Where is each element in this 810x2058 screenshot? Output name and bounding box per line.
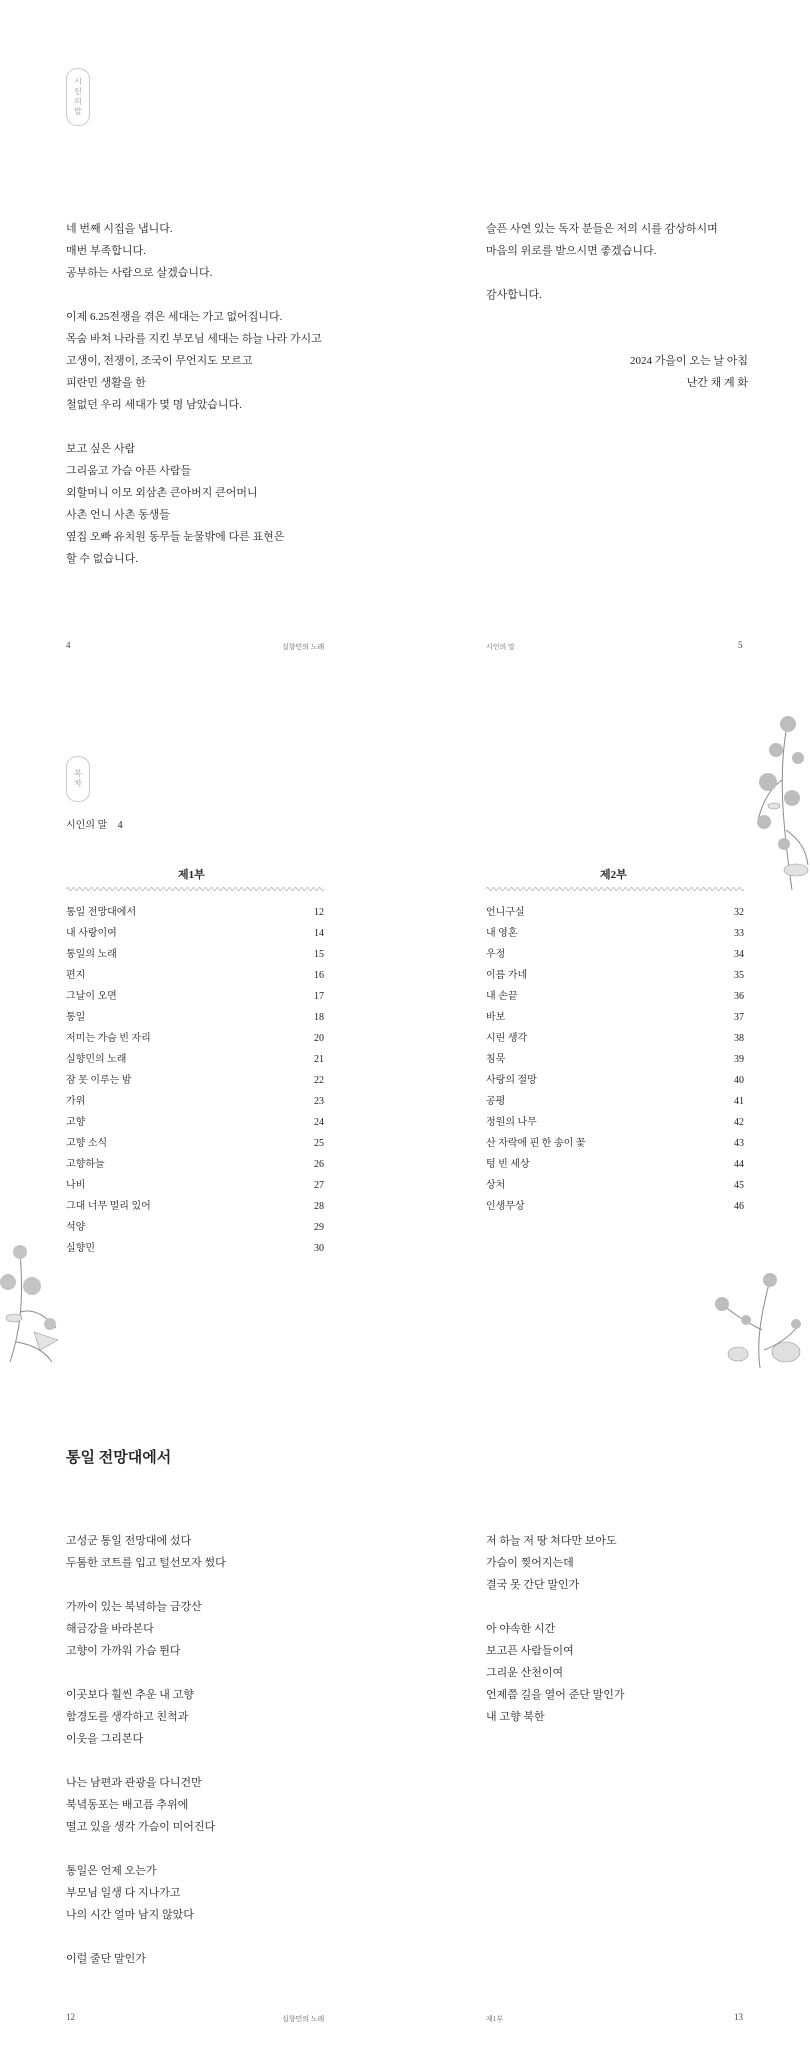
poem-title: 통일 전망대에서 — [66, 1450, 172, 1466]
preface-right-text — [486, 218, 718, 306]
preface-line — [66, 284, 322, 306]
toc-entry-page: 38 — [734, 1033, 744, 1044]
toc-entry-page: 14 — [314, 928, 324, 939]
toc-entry-page: 40 — [734, 1075, 744, 1086]
preface-signature-date: 2024 가을이 오는 날 아침 — [629, 355, 748, 367]
toc-entry-page: 28 — [314, 1201, 324, 1212]
toc-entry-page: 43 — [734, 1138, 744, 1149]
toc-entry-page: 37 — [734, 1012, 744, 1023]
toc-entry-page: 12 — [314, 907, 324, 918]
badge-char: 시 — [74, 77, 82, 86]
preface-line: 목숨 바쳐 나라를 지킨 부모님 세대는 하늘 나라 가시고 — [66, 333, 322, 345]
preface-line: 공부하는 사람으로 살겠습니다. — [66, 267, 213, 279]
preface-line: 보고 싶은 사람 — [66, 443, 136, 455]
poem-line: 그리운 산천이여 — [486, 1667, 564, 1679]
poem-line: 함경도를 생각하고 친척과 — [66, 1711, 189, 1723]
toc-entry-title: 그대 너무 멀리 있어 — [66, 1201, 151, 1212]
preface-left-text — [66, 218, 322, 570]
toc-entry-title: 실향민 — [66, 1243, 95, 1254]
poem-line: 저 하늘 저 땅 쳐다만 보아도 — [486, 1535, 617, 1547]
poem-left-text — [66, 1530, 226, 1970]
preface-line: 매번 부족합니다. — [66, 245, 146, 257]
footer-left-page-number: 4 — [66, 640, 71, 650]
toc-part2-divider — [486, 886, 744, 892]
toc-entry-page: 45 — [734, 1180, 744, 1191]
preface-line: 철없던 우리 세대가 몇 명 남았습니다. — [66, 399, 242, 411]
toc-entry-page: 27 — [314, 1180, 324, 1191]
toc-entry-title: 사랑의 절망 — [486, 1075, 537, 1086]
preface-line: 피란민 생활을 한 — [66, 377, 146, 389]
poem-line: 가까이 있는 북녘하늘 금강산 — [66, 1601, 202, 1613]
flower-illustration-top-right — [748, 710, 810, 900]
toc-entry-title: 내 손끝 — [486, 991, 518, 1002]
toc-entry-page: 16 — [314, 970, 324, 981]
preface-line: 고생이, 전쟁이, 조국이 무언지도 모르고 — [66, 355, 253, 367]
poem-line: 언제쯤 길을 열어 준단 말인가 — [486, 1689, 625, 1701]
toc-entry-title: 그날이 오면 — [66, 991, 117, 1002]
toc-entry-page: 34 — [734, 949, 744, 960]
toc-entry-title: 산 자락에 핀 한 송이 꽃 — [486, 1138, 586, 1149]
toc-entry-page: 26 — [314, 1159, 324, 1170]
toc-entry-page: 39 — [734, 1054, 744, 1065]
footer-right-section-title: 시인의 말 — [486, 643, 515, 651]
toc-entry-title: 통일의 노래 — [66, 949, 117, 960]
toc-entry-page: 15 — [314, 949, 324, 960]
toc-entry-title: 침묵 — [486, 1054, 506, 1065]
toc-entry-page: 17 — [314, 991, 324, 1002]
spread-poem — [0, 1370, 810, 2058]
toc-entry-page: 20 — [314, 1033, 324, 1044]
toc-entry-title: 고향하늘 — [66, 1159, 105, 1170]
toc-entry-title: 시린 생각 — [486, 1033, 528, 1044]
toc-entry-page: 44 — [734, 1159, 744, 1170]
poem-line: 아 야속한 시간 — [486, 1623, 556, 1635]
poem-line: 결국 못 간단 말인가 — [486, 1579, 580, 1591]
toc-entry-title: 정원의 나무 — [486, 1117, 537, 1128]
preface-line: 슬픈 사연 있는 독자 분들은 저의 시를 감상하시며 — [486, 223, 718, 235]
poem-right-text — [486, 1530, 625, 1728]
toc-entry-title: 석양 — [66, 1222, 86, 1233]
preface-line: 네 번째 시집을 냅니다. — [66, 223, 173, 235]
poem-line — [66, 1574, 226, 1596]
poem-footer-left-book-title: 실향민의 노래 — [282, 2015, 325, 2023]
toc-entry-title: 우정 — [486, 949, 506, 960]
poem-line — [66, 1750, 226, 1772]
poem-footer-right-page-number: 13 — [734, 2012, 743, 2022]
badge-char: 인 — [74, 87, 82, 96]
toc-entry-title: 통일 전망대에서 — [66, 907, 137, 918]
toc-entry-page: 35 — [734, 970, 744, 981]
poem-line: 고성군 통일 전망대에 섰다 — [66, 1535, 192, 1547]
preface-line: 할 수 없습니다. — [66, 553, 139, 565]
toc-entry-title: 고향 — [66, 1117, 86, 1128]
badge-char: 의 — [74, 97, 82, 106]
flower-illustration-bottom-left — [0, 1232, 70, 1370]
toc-entry-page: 46 — [734, 1201, 744, 1212]
poem-line: 이웃을 그리본다 — [66, 1733, 144, 1745]
toc-part2-title: 제2부 — [600, 869, 627, 881]
poem-line: 내 고향 북한 — [486, 1711, 545, 1723]
toc-entry-title: 텅 빈 세상 — [486, 1159, 530, 1170]
preface-line: 마음의 위로를 받으시면 좋겠습니다. — [486, 245, 657, 257]
toc-entry-title: 통일 — [66, 1012, 86, 1023]
toc-entry-title: 공평 — [486, 1096, 506, 1107]
footer-left-book-title: 실향민의 노래 — [282, 643, 325, 651]
toc-entry-page: 21 — [314, 1054, 324, 1065]
toc-entry-title: 편지 — [66, 970, 86, 981]
poem-line — [486, 1596, 625, 1618]
toc-entry-page: 32 — [734, 907, 744, 918]
toc-entry-title: 내 사랑이여 — [66, 928, 117, 939]
preface-line: 사촌 언니 사촌 동생들 — [66, 509, 170, 521]
toc-preface-page: 4 — [117, 820, 123, 831]
preface-line: 외할머니 이모 외삼촌 큰아버지 큰어머니 — [66, 487, 258, 499]
poem-footer-left-page-number: 12 — [66, 2012, 75, 2022]
poem-line: 해금강을 바라본다 — [66, 1623, 154, 1635]
toc-entry-title: 저미는 가슴 빈 자리 — [66, 1033, 151, 1044]
toc-entry-title: 실향민의 노래 — [66, 1054, 127, 1065]
poem-line: 부모님 일생 다 지나가고 — [66, 1887, 181, 1899]
toc-entry-title: 고향 소식 — [66, 1138, 108, 1149]
toc-entry-title: 바보 — [486, 1012, 506, 1023]
preface-line — [66, 416, 322, 438]
poem-line: 북녘동포는 배고픔 추위에 — [66, 1799, 189, 1811]
poem-line: 떨고 있을 생각 가슴이 미어진다 — [66, 1821, 216, 1833]
badge-char: 차 — [74, 779, 82, 788]
toc-entry-page: 33 — [734, 928, 744, 939]
poem-line — [66, 1926, 226, 1948]
preface-signature-name: 난간 채 계 화 — [686, 377, 748, 389]
toc-entry-title: 가위 — [66, 1096, 86, 1107]
toc-part1-title: 제1부 — [178, 869, 205, 881]
toc-entry-title: 내 영혼 — [486, 928, 518, 939]
poem-line: 통일은 언제 오는가 — [66, 1865, 157, 1877]
poem-line: 가슴이 찢어지는데 — [486, 1557, 574, 1569]
spread-contents — [0, 680, 810, 1370]
spread-preface — [0, 0, 810, 680]
poem-line — [66, 1662, 226, 1684]
section-badge-contents — [66, 756, 90, 802]
poem-footer-right-section-title: 제1부 — [486, 2015, 504, 2023]
poem-line: 두툼한 코트를 입고 털선모자 썼다 — [66, 1557, 226, 1569]
badge-char: 목 — [74, 769, 82, 778]
toc-entry-page: 24 — [314, 1117, 324, 1128]
toc-entry-page: 42 — [734, 1117, 744, 1128]
toc-entry-page: 18 — [314, 1012, 324, 1023]
poem-line: 보고픈 사람들이여 — [486, 1645, 574, 1657]
poem-line: 나의 시간 얼마 남지 않았다 — [66, 1909, 194, 1921]
poem-line: 고향이 가까워 가슴 뛴다 — [66, 1645, 181, 1657]
toc-entry-page: 30 — [314, 1243, 324, 1254]
toc-entry-title: 나비 — [66, 1180, 86, 1191]
flower-illustration-bottom-right — [706, 1270, 810, 1370]
preface-line: 이제 6.25전쟁을 겪은 세대는 가고 없어집니다. — [66, 311, 283, 323]
poem-line: 나는 남편과 관광을 다니건만 — [66, 1777, 202, 1789]
toc-preface-row — [66, 816, 123, 831]
poem-line: 이럴 줄단 말인가 — [66, 1953, 146, 1965]
poem-line — [66, 1838, 226, 1860]
preface-line: 옆집 오빠 유치원 동무들 눈물밖에 다른 표현은 — [66, 531, 285, 543]
toc-entry-page: 25 — [314, 1138, 324, 1149]
toc-entry-page: 22 — [314, 1075, 324, 1086]
toc-entry-title: 인생무상 — [486, 1201, 525, 1212]
toc-entry-page: 36 — [734, 991, 744, 1002]
poem-line: 이곳보다 훨씬 추운 내 고향 — [66, 1689, 194, 1701]
toc-part1-divider — [66, 886, 324, 892]
toc-entry-title: 잠 못 이루는 밤 — [66, 1075, 132, 1086]
toc-preface-title: 시인의 말 — [66, 820, 108, 831]
preface-line — [486, 262, 718, 284]
toc-entry-title: 이름 가네 — [486, 970, 528, 981]
toc-entry-title: 상처 — [486, 1180, 506, 1191]
toc-entry-page: 41 — [734, 1096, 744, 1107]
footer-right-page-number: 5 — [738, 640, 743, 650]
section-badge-preface — [66, 68, 90, 126]
toc-entry-title: 언니구실 — [486, 907, 525, 918]
toc-entry-page: 29 — [314, 1222, 324, 1233]
preface-line: 그리움고 가슴 아픈 사람들 — [66, 465, 192, 477]
preface-line: 감사합니다. — [486, 289, 542, 301]
toc-entry-page: 23 — [314, 1096, 324, 1107]
badge-char: 말 — [74, 107, 82, 116]
